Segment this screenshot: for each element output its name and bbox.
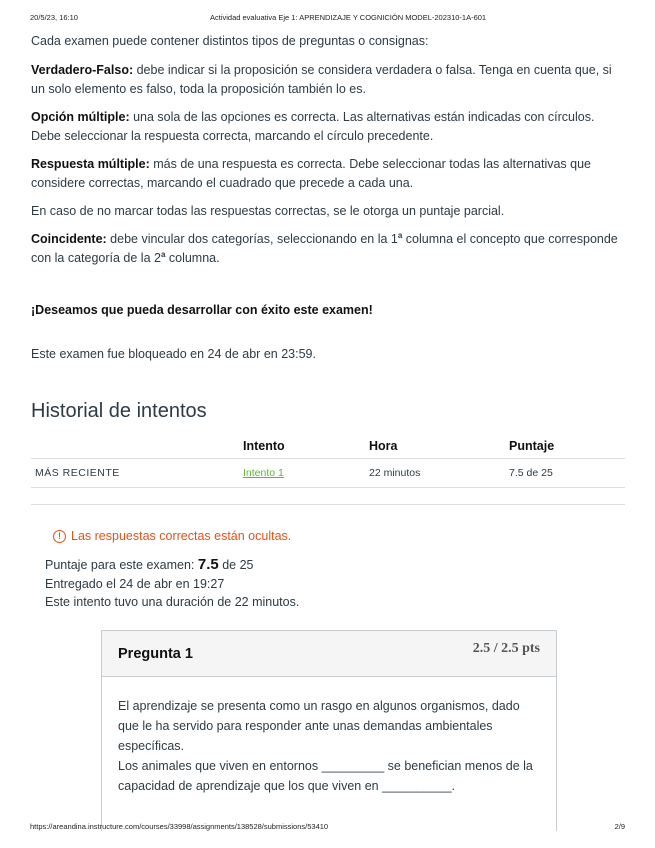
print-footer <box>30 822 625 831</box>
locked-message: Este examen fue bloqueado en 24 de abr en 23:59. <box>31 347 316 361</box>
attempt-time: 22 minutos <box>365 459 505 488</box>
attempt-history-heading: Historial de intentos <box>31 400 207 422</box>
question-text: El aprendizaje se presenta como un rasgo en algunos organismos, dado que le ha servido para responder ante unas demandas ambientales específicas. <box>118 699 520 753</box>
print-header <box>30 13 625 22</box>
rule-multiple-answer <box>31 155 625 193</box>
question-header <box>102 631 556 677</box>
ordinal-sup: a <box>397 230 403 240</box>
main-content <box>31 32 625 612</box>
answers-hidden-notice <box>53 529 625 543</box>
score-value: 7.5 <box>197 556 219 573</box>
warning-circle-icon: ! <box>53 530 66 543</box>
print-url: https://areandina.instructure.com/courses/33998/assignments/138528/submissions/53410 <box>30 822 329 831</box>
quiz-summary <box>45 556 625 612</box>
attempt-link[interactable]: Intento 1 <box>243 467 284 479</box>
question-title: Pregunta 1 <box>118 645 193 662</box>
table-row <box>31 459 625 488</box>
ordinal-sup: a <box>160 249 166 259</box>
column-header: Puntaje <box>505 436 625 459</box>
partial-credit-note: En caso de no marcar todas las respuestas correctas, se le otorga un puntaje parcial. <box>31 204 505 218</box>
column-header: Intento <box>239 436 365 459</box>
submitted-date: Entregado el 24 de abr en 19:27 <box>45 576 225 591</box>
question-points: 2.5 / 2.5 pts <box>472 641 540 656</box>
rule-term: Coincidente: <box>31 232 107 246</box>
attempt-cell <box>239 459 365 488</box>
print-date: 20/5/23, 16:10 <box>30 13 78 22</box>
question-text: Los animales que viven en entornos _________ se benefician menos de la capacidad de aprendizaje que los que viven en __________. <box>118 759 533 793</box>
rule-text: columna. <box>165 251 220 265</box>
rule-matching <box>31 230 625 268</box>
rule-term: Verdadero-Falso: <box>31 63 134 77</box>
rule-multiple-choice <box>31 108 625 146</box>
print-title: Actividad evaluativa Eje 1: APRENDIZAJE Y COGNICIÓN MODEL-202310-1A-601 <box>210 13 487 22</box>
rule-term: Opción múltiple: <box>31 110 130 124</box>
score-total: de 25 <box>218 558 254 572</box>
notice-text: Las respuestas correctas están ocultas. <box>71 529 292 543</box>
rule-text: una sola de las opciones es correcta. Las alternativas están indicadas con círculos. Debe seleccionar la respuesta correcta, marcando el círculo precedente. <box>31 110 595 143</box>
rule-text: columna el concepto que corresponde con la categoría de la 2 <box>31 232 618 265</box>
rule-text: debe indicar si la proposición se considera verdadera o falsa. Tenga en cuenta que, si un solo elemento es falso, toda la proposición también lo es. <box>31 63 612 96</box>
table-header-row <box>31 436 625 459</box>
rule-text: más de una respuesta es correcta. Debe seleccionar todas las alternativas que considere correctas, marcando el cuadrado que precede a cada una. <box>31 157 591 190</box>
attempt-label: MÁS RECIENTE <box>31 459 239 488</box>
question-card <box>101 630 557 831</box>
rule-term: Respuesta múltiple: <box>31 157 150 171</box>
score-label: Puntaje para este examen: <box>45 558 198 572</box>
rule-text: debe vincular dos categorías, seleccionando en la 1 <box>106 232 398 246</box>
question-body <box>102 677 556 796</box>
instructions-intro: Cada examen puede contener distintos tipos de preguntas o consignas: <box>31 34 429 48</box>
good-luck-message: ¡Deseamos que pueda desarrollar con éxito este examen! <box>31 303 373 317</box>
attempt-history-table <box>31 436 625 488</box>
divider <box>31 504 625 505</box>
print-page-number: 2/9 <box>614 822 625 831</box>
score-line <box>45 556 625 575</box>
attempt-score: 7.5 de 25 <box>505 459 625 488</box>
rule-true-false <box>31 61 625 99</box>
column-header: Hora <box>365 436 505 459</box>
attempt-duration: Este intento tuvo una duración de 22 minutos. <box>45 595 300 609</box>
column-header <box>31 436 239 459</box>
